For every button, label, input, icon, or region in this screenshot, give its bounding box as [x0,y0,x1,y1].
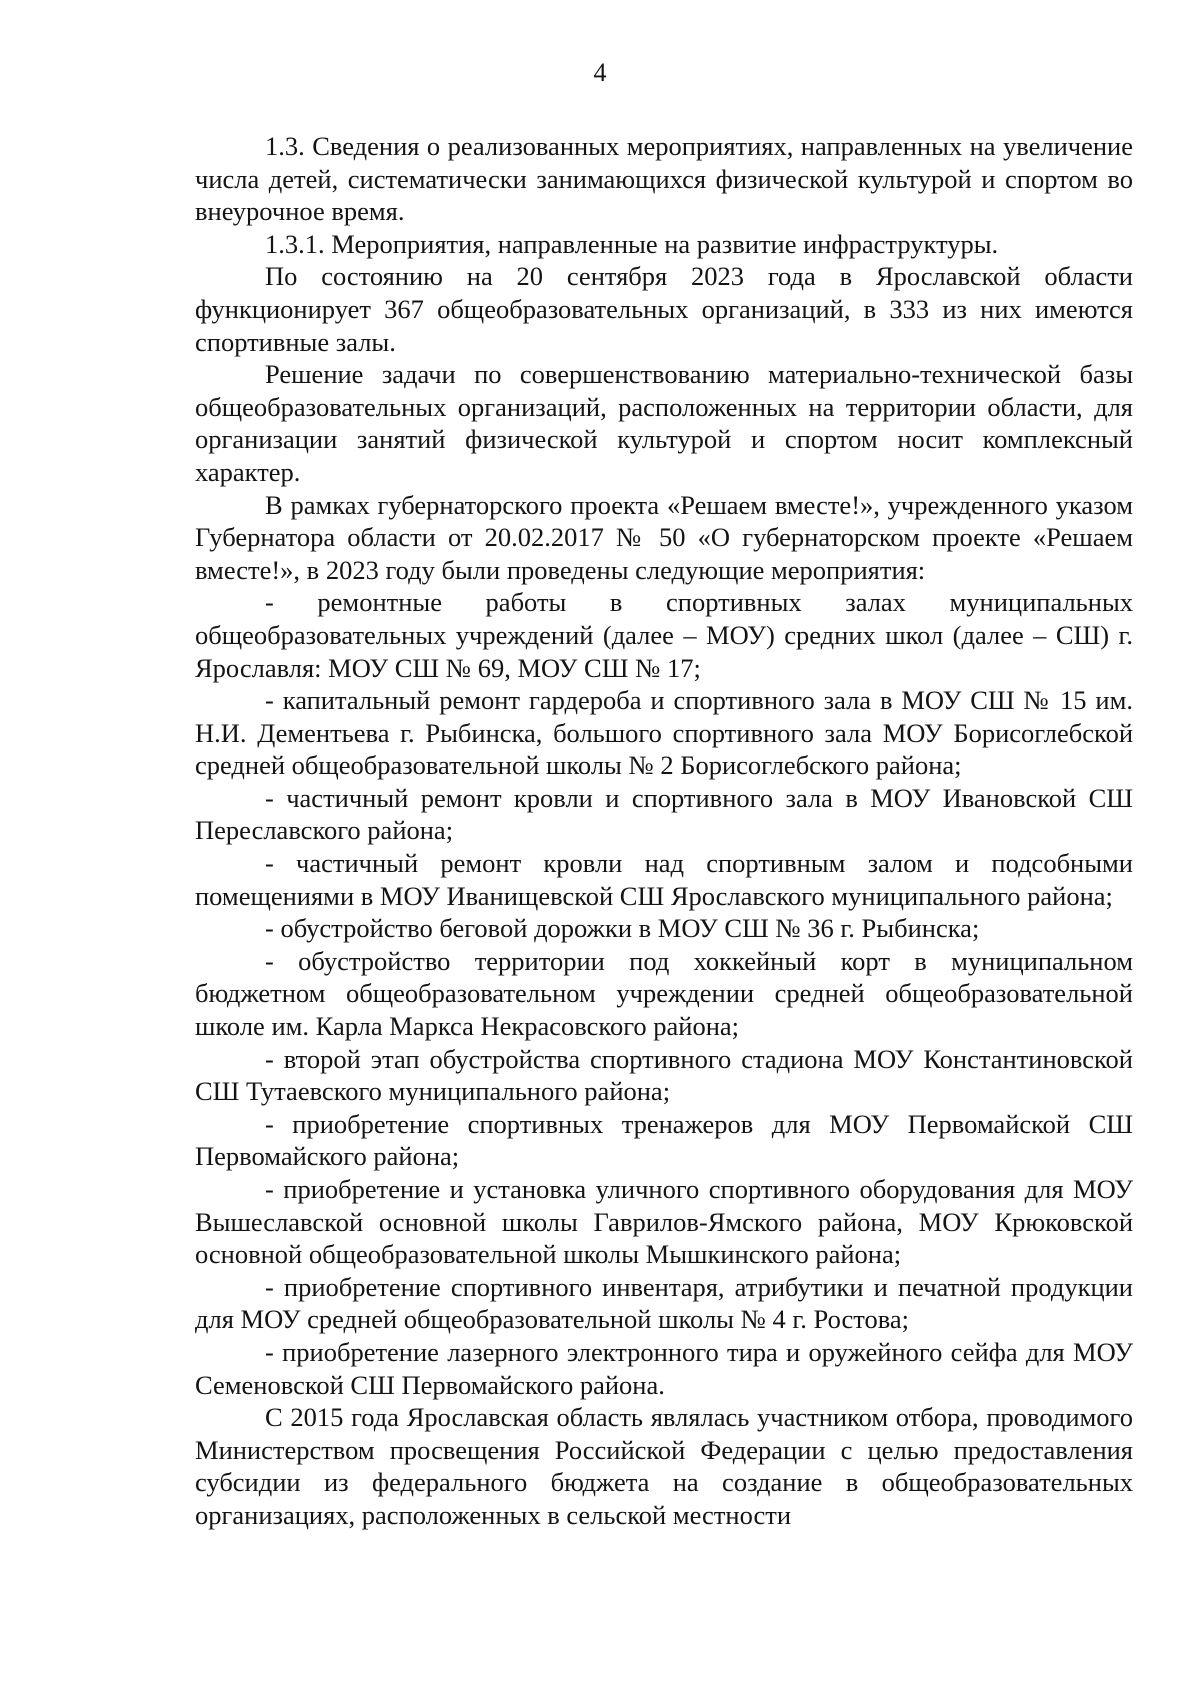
list-item: - капитальный ремонт гардероба и спортивного зала в МОУ СШ № 15 им. Н.И. Дементьева г. Рыбинска, большого спортивного зала МОУ Борисоглебской средней общеобразовательной школы № 2 Борисоглебского района; [195,685,1133,781]
paragraph-infrastructure-task: Решение задачи по совершенствованию материально-технической базы общеобразовательных организаций, расположенных на территории области, для организации занятий физической культурой и спортом носит комплексный характер. [195,359,1133,487]
page-number: 4 [593,58,607,87]
paragraph-governor-project: В рамках губернаторского проекта «Решаем вместе!», учрежденного указом Губернатора области от 20.02.2017 № 50 «О губернаторском проекте «Решаем вместе!», в 2023 году были проведены следующие мероприятия: [195,489,1133,585]
list-item: - приобретение лазерного электронного тира и оружейного сейфа для МОУ Семеновской СШ Первомайского района. [195,1336,1133,1400]
list-item: - обустройство территории под хоккейный корт в муниципальном бюджетном общеобразовательном учреждении средней общеобразовательной школе им. Карла Маркса Некрасовского района; [195,945,1133,1042]
list-item: - обустройство беговой дорожки в МОУ СШ № 36 г. Рыбинска; [265,913,980,944]
list-item: - приобретение и установка уличного спортивного оборудования для МОУ Вышеславской основной школы Гаврилов-Ямского района, МОУ Крюковской основной общеобразовательной школы Мышкинского района; [195,1174,1133,1270]
list-item: - приобретение спортивного инвентаря, атрибутики и печатной продукции для МОУ средней общеобразовательной школы № 4 г. Ростова; [195,1271,1133,1335]
list-item: - второй этап обустройства спортивного стадиона МОУ Константиновской СШ Тутаевского муниципального района; [195,1043,1133,1107]
section-heading-1-3: 1.3. Сведения о реализованных мероприятиях, направленных на увеличение числа детей, систематически занимающихся физической культурой и спортом во внеурочное время. [195,131,1133,227]
document-body [195,130,1133,1532]
subsection-heading-1-3-1: 1.3.1. Мероприятия, направленные на развитие инфраструктуры. [265,228,999,259]
list-item: - ремонтные работы в спортивных залах муниципальных общеобразовательных учреждений (далее – МОУ) средних школ (далее – СШ) г. Ярославля: МОУ СШ № 69, МОУ СШ № 17; [195,587,1133,683]
list-item: - приобретение спортивных тренажеров для МОУ Первомайской СШ Первомайского района; [195,1108,1133,1172]
list-item: - частичный ремонт кровли над спортивным залом и подсобными помещениями в МОУ Иванищевской СШ Ярославского муниципального района; [195,848,1133,911]
paragraph-federal-selection: С 2015 года Ярославская область являлась участником отбора, проводимого Министерством просвещения Российской Федерации с целью предоставления субсидии из федерального бюджета на создание в общеобразовательных организациях, расположенных в сельской местности [195,1402,1133,1530]
paragraph-school-stats: По состоянию на 20 сентября 2023 года в Ярославской области функционирует 367 общеобразовательных организаций, в 333 из них имеются спортивные залы. [195,261,1133,357]
list-item: - частичный ремонт кровли и спортивного зала в МОУ Ивановской СШ Переславского района; [195,782,1133,846]
